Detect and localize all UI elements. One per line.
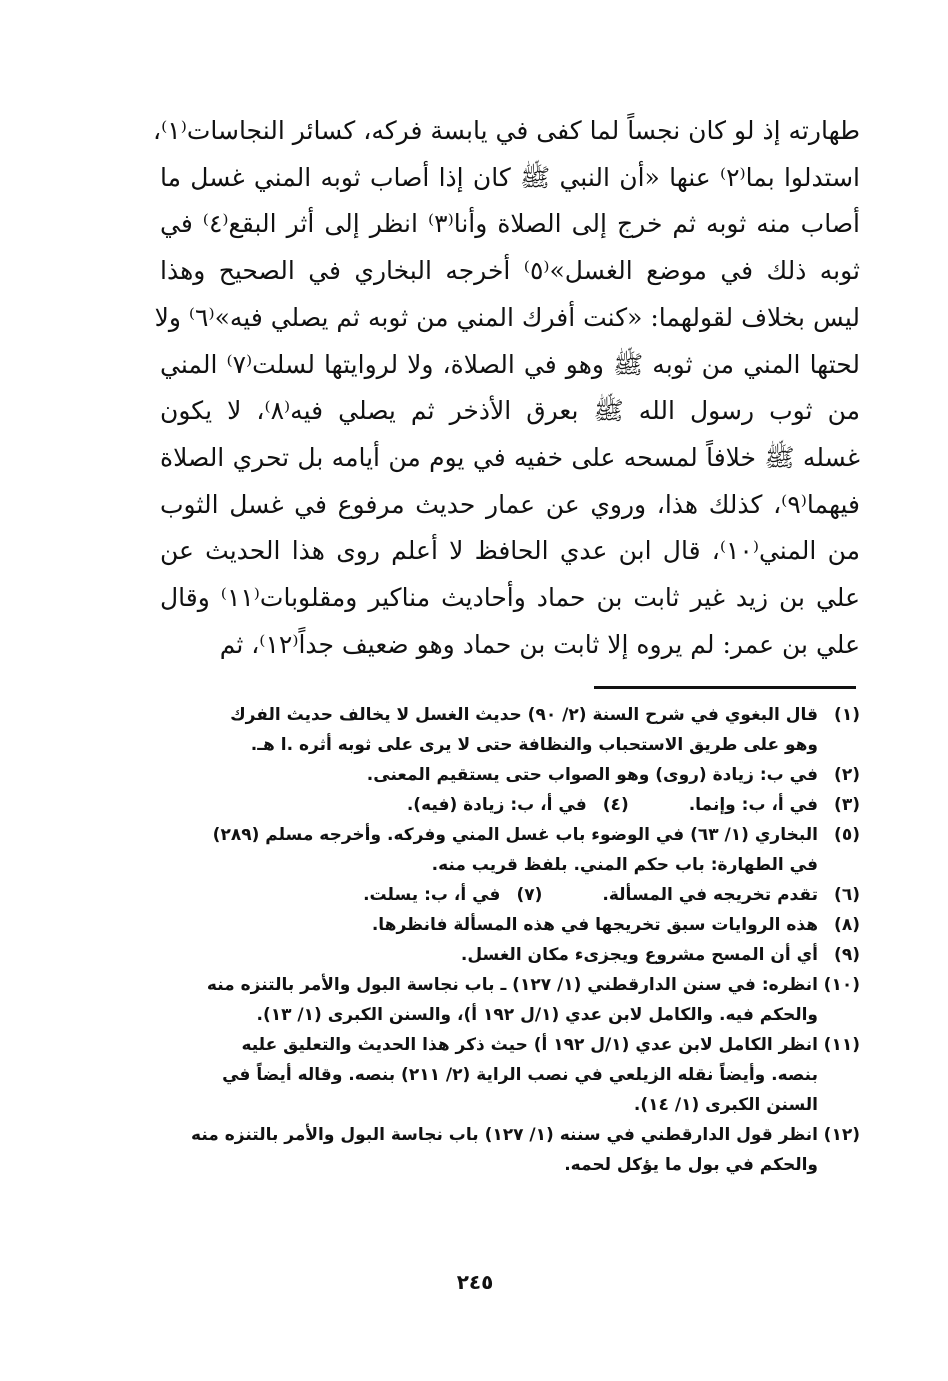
footnote-3 [689,790,860,820]
footnote-text: بنصه. وأيضاً نقله الزيلعي في نصب الراية (٢/ ٢١١) بنصه. وقاله أيضاً في [222,1065,818,1085]
footnote-4 [407,790,629,820]
footnote-text: انظر الكامل لابن عدي (١/ل ١٩٢ أ) حيث ذكر هذا الحديث والتعليق عليه [241,1035,818,1055]
footnote-number: (٩) [834,945,860,965]
text-line: لحتها المني من ثوبه ﷺ وهو في الصلاة، ولا لروايتها لسلت⁽٧⁾ المني [160,349,861,379]
main-text [153,108,861,668]
footnote-text: تقدم تخريجه في المسألة. [602,885,818,905]
text-line: علي بن عمر: لم يروه إلا ثابت بن حماد وهو ضعيف جداً⁽١٢⁾، ثم [219,629,860,659]
footnote-number: (٥) [834,825,860,845]
footnote-number: (٤) [602,795,629,815]
footnote-text: أي أن المسح مشروع ويجزىء مكان الغسل. [460,945,818,965]
footnote-3-4 [160,790,860,820]
footnote-8 [160,910,860,940]
footnote-number: (٨) [834,915,860,935]
footnote-text: في أ، ب: زيادة (فيه). [406,795,587,815]
footnote-text: هذه الروايات سبق تخريجها في هذه المسألة فانظرها. [371,915,818,935]
text-line: من ثوب رسول الله ﷺ بعرق الأذخر ثم يصلي فيه⁽٨⁾، لا يكون [160,396,861,426]
footnote-number: (١١) [823,1035,860,1055]
footnote-7 [363,880,542,910]
footnote-text: في الطهارة: باب حكم المني. بلفظ قريب منه. [431,855,818,875]
footnote-9 [160,940,860,970]
text-line: فيهما⁽٩⁾، كذلك هذا، وروي عن عمار حديث مرفوع في غسل الثوب [160,489,860,519]
footnote-number: (١) [834,705,860,725]
footnote-text: في ب: زيادة (روى) وهو الصواب حتى يستقيم المعنى. [366,765,818,785]
footnote-text: والحكم في بول ما يؤكل لحمه. [564,1155,818,1175]
page-number: ٢٤٥ [456,1270,494,1294]
text-line: ليس بخلاف لقولهما: «كنت أفرك المني من ثوبه ثم يصلي فيه»⁽٦⁾ ولا [154,302,860,332]
footnote-number: (٦) [834,885,860,905]
text-line: طهارته إذ لو كان نجساً لما كفى في يابسة فركه، كسائر النجاسات⁽١⁾، [153,116,860,145]
footnote-text: قال البغوي في شرح السنة (٢/ ٩٠) حديث الغسل لا يخالف حديث الفرك [230,705,818,725]
text-line: أصاب منه ثوبه ثم خرج إلى الصلاة وأنا⁽٣⁾ انظر إلى أثر البقع⁽٤⁾ في [160,209,860,239]
text-line: استدلوا بما⁽٢⁾ عنها «أن النبي ﷺ كان إذا أصاب ثوبه المني غسل ما [160,162,860,192]
footnote-text: انظر قول الدارقطني في سننه (١/ ١٢٧) باب نجاسة البول والأمر بالتنزه منه [191,1125,818,1145]
footnote-number: (٢) [834,765,860,785]
text-line: ثوبه ذلك في موضع الغسل»⁽٥⁾ أخرجه البخاري في الصحيح وهذا [160,256,860,286]
footnote-text: والحكم فيه. والكامل لابن عدي (١/ل ١٩٢ أ)، والسنن الكبرى (١/ ١٣). [256,1005,818,1025]
footnote-5 [160,820,860,880]
footnote-number: (١٢) [823,1125,860,1145]
footnote-number: (٧) [516,885,543,905]
footnotes [160,700,860,1180]
text-line: غسله ﷺ خلافاً لمسحه على خفيه في يوم من أيامه بل تحري الصلاة [160,442,860,472]
footnote-text: انظره: في سنن الدارقطني (١/ ١٢٧) ـ باب نجاسة البول والأمر بالتنزه منه [206,975,818,995]
footnote-12 [160,1120,860,1180]
footnote-number: (١٠) [823,975,860,995]
footnote-2 [160,760,860,790]
footnote-separator [594,686,856,689]
footnote-text: السنن الكبرى (١/ ١٤). [633,1095,818,1115]
footnote-text: وهو على طريق الاستحباب والنظافة حتى لا يرى على ثوبه أثره .ا هـ. [250,735,818,755]
footnote-6 [602,880,860,910]
footnote-number: (٣) [834,795,860,815]
footnote-11 [160,1030,860,1120]
footnote-10 [160,970,860,1030]
text-line: علي بن زيد غير ثابت بن حماد وأحاديث مناكير ومقلوبات⁽١١⁾ وقال [160,583,860,613]
footnote-6-7 [160,880,860,910]
text-line: من المني⁽١٠⁾، قال ابن عدي الحافظ لا أعلم روى هذا الحديث عن [160,536,861,566]
footnote-text: في أ، ب: يسلت. [363,885,501,905]
footnote-text: في أ، ب: وإنما. [688,795,818,815]
footnote-1 [160,700,860,760]
footnote-text: البخاري (١/ ٦٣) في الوضوء باب غسل المني وفركه. وأخرجه مسلم (٢٨٩) [212,825,818,845]
